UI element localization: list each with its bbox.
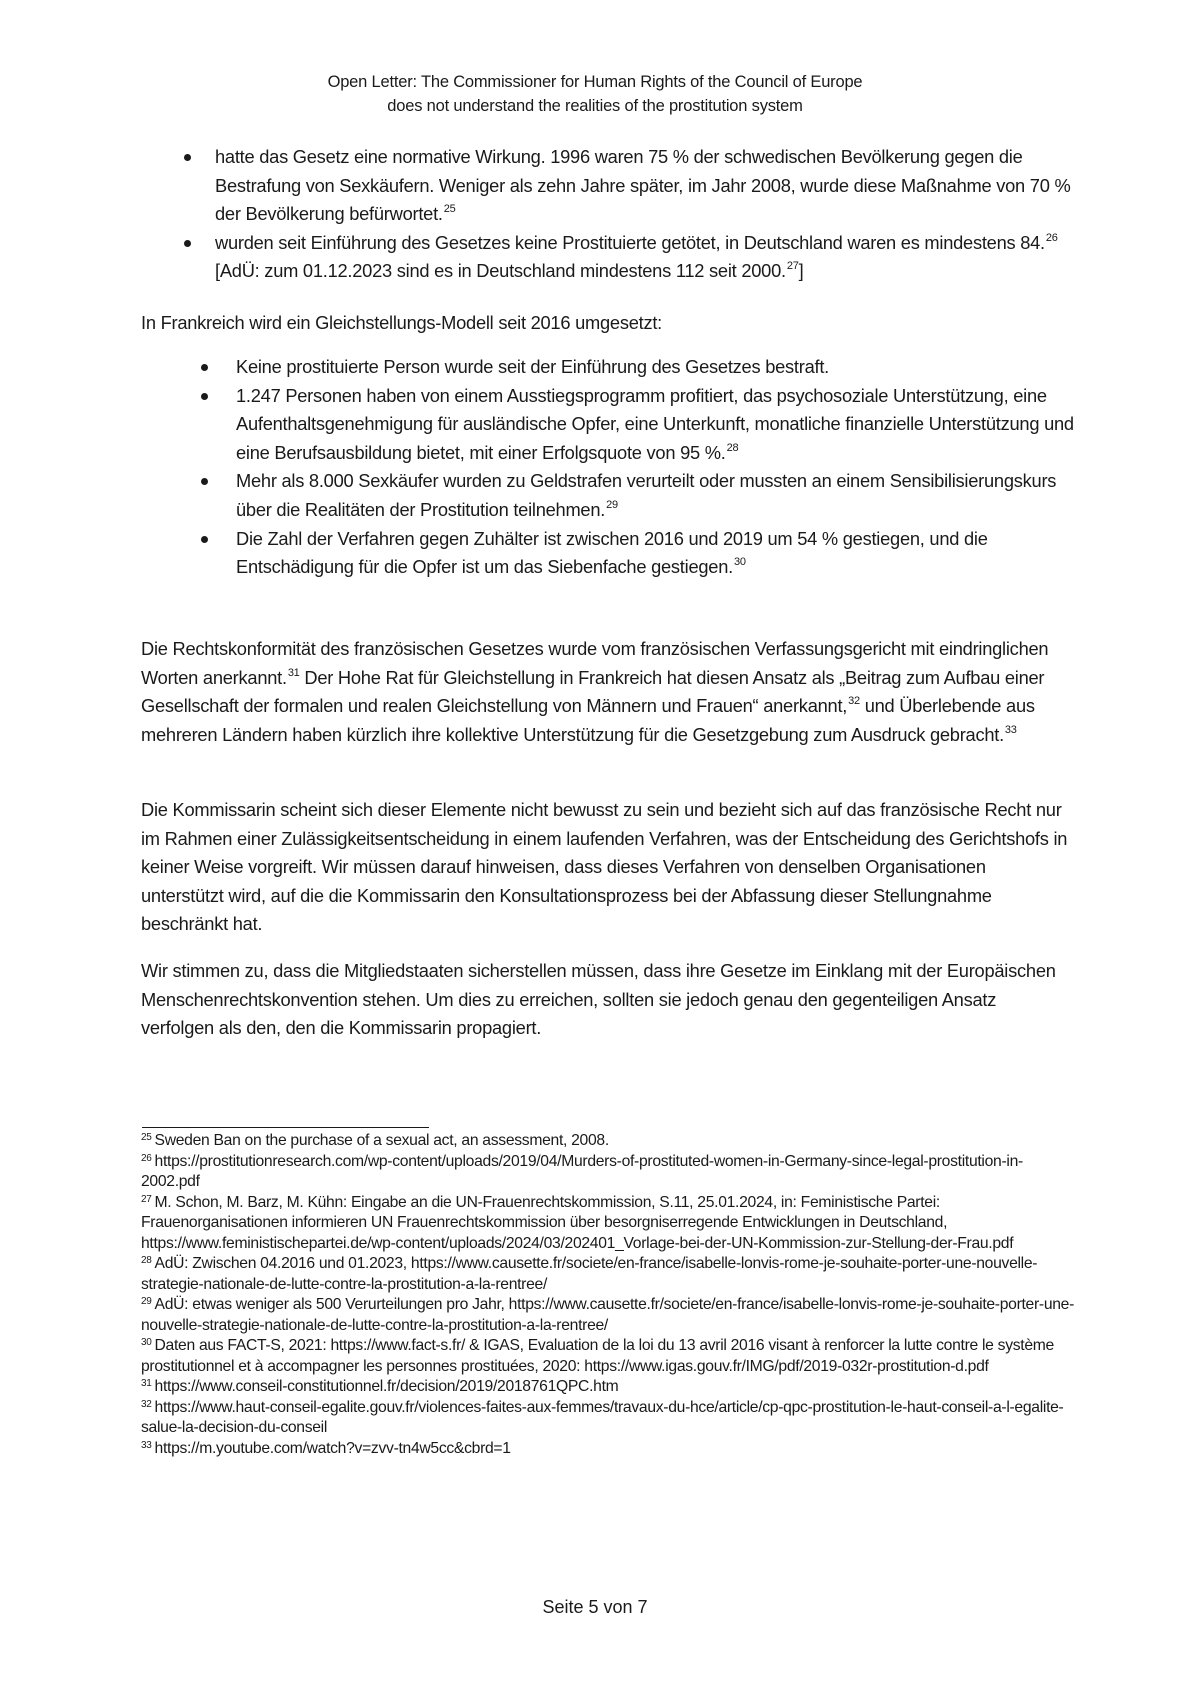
list-item	[215, 143, 1075, 229]
paragraph-conclusion: Wir stimmen zu, dass die Mitgliedstaaten sicherstellen müssen, dass ihre Gesetze im Einklang mit der Europäischen Menschenrechtskonvention stehen. Um dies zu erreichen, sollten sie jedoch genau den gegenteiligen Ansatz verfolgen als den, den die Kommissarin propagiert.	[141, 960, 1056, 1039]
france-intro: In Frankreich wird ein Gleichstellungs-Modell seit 2016 umgesetzt:	[141, 312, 663, 333]
footnote-ref[interactable]: 29	[606, 498, 618, 511]
list-item	[236, 525, 1076, 582]
paragraph-text: und Überlebende aus mehreren Ländern haben kürzlich ihre kollektive Unterstützung für die Gesetzgebung zum Ausdruck gebracht.	[141, 695, 1035, 745]
header-title-line-1: Open Letter: The Commissioner for Human Rights of the Council of Europe	[327, 73, 863, 91]
footnote-text: M. Schon, M. Barz, M. Kühn: Eingabe an die UN-Frauenrechtskommission, S.11, 25.01.2024, in: Feministische Partei: Frauenorganisationen informieren UN Frauenrechtskommission über besorgniserregende Entwicklungen in Deutschland, https://www.feministischepartei.de/wp-content/uploads/2024/03/202401_Vorlage-bei-der-UN-Kommission-zur-Stellung-der-Frau.pdf	[141, 1193, 1014, 1252]
footnote-ref[interactable]: 31	[287, 666, 300, 679]
list-item	[236, 353, 1076, 382]
footnote-number: 27	[141, 1193, 152, 1205]
paragraph-text: Die Rechtskonformität des französischen Gesetzes wurde vom französischen Verfassungsgericht mit eindringlichen Worten anerkannt.	[141, 638, 1049, 688]
bullet-icon	[184, 154, 191, 161]
footnote-text: AdÜ: etwas weniger als 500 Verurteilungen pro Jahr, https://www.causette.fr/societe/en-france/isabelle-lonvis-rome-je-souhaite-porter-une-nouvelle-strategie-nationale-de-lutte-contre-la-prostitution-a-la-rentree/	[141, 1296, 1075, 1334]
footnote-number: 30	[141, 1337, 152, 1348]
translator-note-end: ]	[798, 260, 804, 282]
footnote-ref[interactable]: 30	[733, 556, 746, 569]
footnote	[141, 1295, 1076, 1336]
list-item-text: 1.247 Personen haben von einem Ausstiegsprogramm profitiert, das psychosoziale Unterstützung, eine Aufenthaltsgenehmigung für ausländische Opfer, eine Unterkunft, monatliche finanzielle Unterstützung und eine Berufsausbildung bietet, mit einer Erfolgsquote von 95 %.	[236, 384, 1074, 463]
bullet-icon	[201, 393, 208, 400]
list-item-text: wurden seit Einführung des Gesetzes keine Prostituierte getötet, in Deutschland waren es mindestens 84.	[215, 231, 1045, 253]
bullet-icon	[201, 478, 208, 485]
list-item	[236, 467, 1076, 524]
footnote-text: AdÜ: Zwischen 04.2016 und 01.2023, https://www.causette.fr/societe/en-france/isabelle-lonvis-rome-je-souhaite-porter-une-nouvelle-strategie-nationale-de-lutte-contre-la-prostitution-a-la-rentree/	[141, 1255, 1038, 1293]
footnote-number: 26	[141, 1152, 152, 1164]
footnote-text: Sweden Ban on the purchase of a sexual act, an assessment, 2008.	[154, 1132, 609, 1149]
bullet-icon	[201, 364, 208, 371]
france-results-list	[236, 353, 1076, 582]
header-title-line-2: does not understand the realities of the prostitution system	[387, 97, 803, 115]
sweden-results-list	[215, 143, 1075, 286]
footnote-ref[interactable]: 25	[443, 203, 456, 216]
footnote-number: 25	[141, 1132, 152, 1143]
footnote-separator	[142, 1127, 429, 1128]
paragraph-legal-recognition	[141, 635, 1071, 749]
footnote	[141, 1152, 1076, 1193]
translator-note: [AdÜ: zum 01.12.2023 sind es in Deutschland mindestens 112 seit 2000.	[215, 260, 786, 282]
footnote	[141, 1254, 1076, 1295]
paragraph-text: Der Hohe Rat für Gleichstellung in Frankreich hat diesen Ansatz als „Beitrag zum Aufbau einer Gesellschaft der formalen und realen Gleichstellung von Männern und Frauen“ anerkannt,	[141, 666, 1045, 717]
footnote-ref[interactable]: 26	[1045, 231, 1058, 244]
list-item	[236, 382, 1076, 468]
footnote-link[interactable]: https://www.conseil-constitutionnel.fr/decision/2019/2018761QPC.htm	[154, 1378, 619, 1395]
footnote-link[interactable]: https://m.youtube.com/watch?v=zvv-tn4w5cc&cbrd=1	[154, 1439, 511, 1457]
page-number: Seite 5 von 7	[542, 1597, 648, 1617]
bullet-icon	[184, 240, 191, 247]
bullet-icon	[201, 536, 208, 543]
footnote-number: 29	[141, 1296, 152, 1307]
footnote	[141, 1377, 1076, 1398]
page-header	[0, 70, 1190, 118]
footnote-ref[interactable]: 28	[726, 441, 739, 454]
footnote-ref[interactable]: 27	[786, 260, 799, 273]
list-item-text: Keine prostituierte Person wurde seit der Einführung des Gesetzes bestraft.	[236, 356, 829, 377]
footnote-link[interactable]: https://prostitutionresearch.com/wp-content/uploads/2019/04/Murders-of-prostituted-women-in-Germany-since-legal-prostitution-in-2002.pdf	[141, 1152, 1023, 1190]
footnote-ref[interactable]: 33	[1004, 723, 1017, 736]
footnotes	[141, 1131, 1076, 1459]
footnote	[141, 1398, 1076, 1439]
footnote	[141, 1336, 1076, 1377]
list-item-text: Die Zahl der Verfahren gegen Zuhälter ist zwischen 2016 und 2019 um 54 % gestiegen, und die Entschädigung für die Opfer ist um das Siebenfache gestiegen.	[236, 527, 988, 578]
paragraph-commissioner-criticism: Die Kommissarin scheint sich dieser Elemente nicht bewusst zu sein und bezieht sich auf das französische Recht nur im Rahmen einer Zulässigkeitsentscheidung in einem laufenden Verfahren, was der Entscheidung des Gerichtshofs in keiner Weise vorgreift. Wir müssen darauf hinweisen, dass dieses Verfahren von denselben Organisationen unterstützt wird, auf die die Kommissarin den Konsultationsprozess bei der Abfassung dieser Stellungnahme beschränkt hat.	[141, 799, 1068, 935]
footnote-number: 31	[141, 1378, 152, 1389]
footnote-number: 28	[141, 1255, 152, 1266]
footnote	[141, 1193, 1076, 1255]
list-item-text: Mehr als 8.000 Sexkäufer wurden zu Geldstrafen verurteilt oder mussten an einem Sensibilisierungskurs über die Realitäten der Prostitution teilnehmen.	[236, 470, 1057, 520]
list-item-text: hatte das Gesetz eine normative Wirkung. 1996 waren 75 % der schwedischen Bevölkerung gegen die Bestrafung von Sexkäufern. Weniger als zehn Jahre später, im Jahr 2008, wurde diese Maßnahme von 70 % der Bevölkerung befürwortet.	[215, 146, 1071, 225]
footnote-text: Daten aus FACT-S, 2021: https://www.fact-s.fr/ & IGAS, Evaluation de la loi du 13 avril 2016 visant à renforcer la lutte contre le système prostitutionnel et à accompagner les personnes prostituées, 2020: https://www.igas.gouv.fr/IMG/pdf/2019-032r-prostitution-d.pdf	[141, 1337, 1054, 1375]
footnote-number: 33	[141, 1439, 152, 1451]
footnote-number: 32	[141, 1398, 152, 1410]
footnote	[141, 1131, 1076, 1152]
list-item	[215, 229, 1075, 286]
footnote	[141, 1439, 1076, 1460]
footnote-ref[interactable]: 32	[848, 695, 860, 708]
footnote-link[interactable]: https://www.haut-conseil-egalite.gouv.fr/violences-faites-aux-femmes/travaux-du-hce/article/cp-qpc-prostitution-le-haut-conseil-a-l-egalite-salue-la-decision-du-conseil	[141, 1398, 1064, 1436]
